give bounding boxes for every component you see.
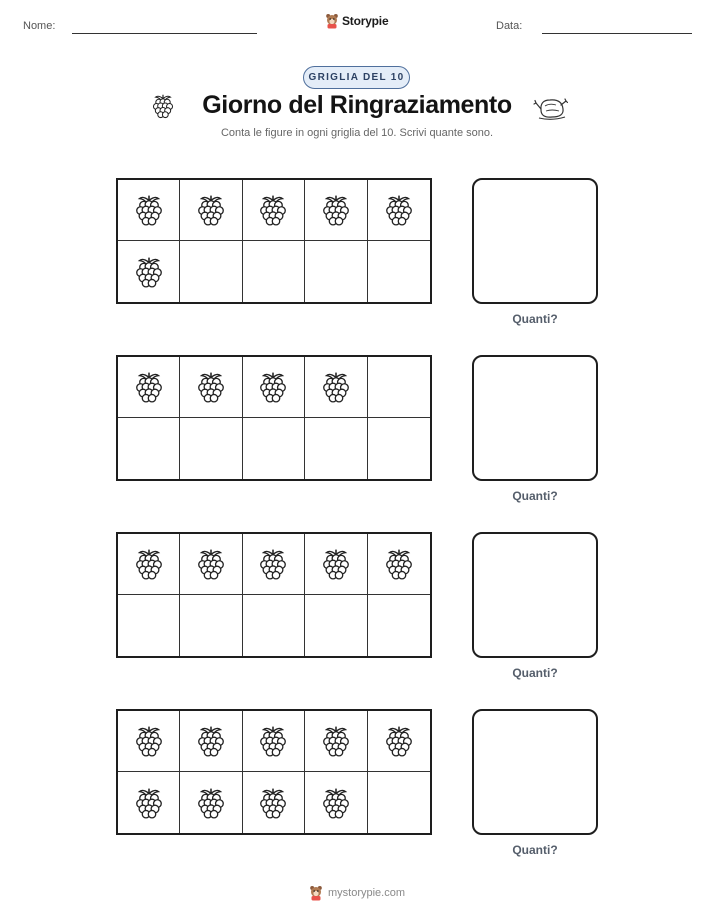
instructions: Conta le figure in ogni griglia del 10. Scrivi quante sono. xyxy=(220,127,494,139)
frame-cell xyxy=(118,711,180,772)
frame-cell xyxy=(368,241,430,302)
frame-cell xyxy=(180,418,242,479)
frame-cell xyxy=(118,534,180,595)
footer xyxy=(0,885,714,901)
frame-cell xyxy=(118,241,180,302)
raspberry-icon xyxy=(381,192,417,228)
raspberry-icon xyxy=(318,369,354,405)
brand-name: Storypie xyxy=(342,14,389,28)
raspberry-icon xyxy=(193,369,229,405)
raspberry-icon xyxy=(131,369,167,405)
name-label: Nome: xyxy=(23,20,56,32)
raspberry-icon xyxy=(381,546,417,582)
raspberry-icon xyxy=(255,369,291,405)
worksheet-type-badge: GRIGLIA DEL 10 xyxy=(303,66,410,89)
frame-cell xyxy=(180,595,242,656)
frame-cell xyxy=(305,357,367,418)
frame-cell xyxy=(305,534,367,595)
frame-cell xyxy=(305,772,367,833)
frame-cell xyxy=(180,357,242,418)
ten-frame-1 xyxy=(116,178,432,304)
frame-cell xyxy=(243,180,305,241)
frame-cell xyxy=(368,595,430,656)
frame-cell xyxy=(243,534,305,595)
answer-label-2: Quanti? xyxy=(512,489,558,503)
raspberry-icon xyxy=(255,785,291,821)
frame-cell xyxy=(118,357,180,418)
frame-cell xyxy=(118,180,180,241)
raspberry-icon xyxy=(131,192,167,228)
frame-cell xyxy=(305,595,367,656)
frame-cell xyxy=(368,180,430,241)
frame-cell xyxy=(305,418,367,479)
raspberry-icon xyxy=(193,723,229,759)
frame-cell xyxy=(305,180,367,241)
raspberry-icon xyxy=(318,192,354,228)
frame-cell xyxy=(243,357,305,418)
frame-cell xyxy=(243,711,305,772)
frame-cell xyxy=(243,241,305,302)
name-line[interactable] xyxy=(72,33,257,34)
page-title: Giorno del Ringraziamento xyxy=(202,91,512,119)
frame-cell xyxy=(243,418,305,479)
frame-cell xyxy=(305,241,367,302)
frame-cell xyxy=(180,772,242,833)
frame-cell xyxy=(118,595,180,656)
raspberry-icon xyxy=(318,546,354,582)
raspberry-icon xyxy=(131,723,167,759)
frame-cell xyxy=(180,711,242,772)
frame-cell xyxy=(368,711,430,772)
frame-cell xyxy=(118,418,180,479)
raspberry-icon xyxy=(131,785,167,821)
frame-cell xyxy=(243,772,305,833)
ten-frame-3 xyxy=(116,532,432,658)
ten-frame-2 xyxy=(116,355,432,481)
answer-box-3[interactable] xyxy=(472,532,598,658)
ten-frame-4 xyxy=(116,709,432,835)
frame-cell xyxy=(180,180,242,241)
answer-box-4[interactable] xyxy=(472,709,598,835)
raspberry-icon xyxy=(255,192,291,228)
frame-cell xyxy=(368,357,430,418)
raspberry-icon xyxy=(255,723,291,759)
answer-box-2[interactable] xyxy=(472,355,598,481)
answer-label-1: Quanti? xyxy=(512,312,558,326)
raspberry-icon xyxy=(193,546,229,582)
raspberry-icon xyxy=(318,785,354,821)
frame-cell xyxy=(368,418,430,479)
date-label: Data: xyxy=(496,20,523,32)
answer-box-1[interactable] xyxy=(472,178,598,304)
frame-cell xyxy=(368,772,430,833)
raspberry-icon xyxy=(318,723,354,759)
answer-label-4: Quanti? xyxy=(512,843,558,857)
raspberry-icon xyxy=(193,192,229,228)
frame-cell xyxy=(243,595,305,656)
answer-label-3: Quanti? xyxy=(512,666,558,680)
frame-cell xyxy=(118,772,180,833)
title-row xyxy=(0,88,714,128)
raspberry-icon xyxy=(131,254,167,290)
raspberry-icon xyxy=(381,723,417,759)
raspberry-icon xyxy=(255,546,291,582)
frame-cell xyxy=(180,241,242,302)
turkey-icon xyxy=(532,94,568,122)
mascot-icon xyxy=(309,885,323,901)
footer-url: mystorypie.com xyxy=(327,887,406,899)
frame-cell xyxy=(305,711,367,772)
raspberry-icon xyxy=(131,546,167,582)
brand-logo xyxy=(325,13,388,29)
frame-cell xyxy=(180,534,242,595)
raspberry-icon xyxy=(193,785,229,821)
date-line[interactable] xyxy=(542,33,692,34)
mascot-icon xyxy=(325,13,339,29)
frame-cell xyxy=(368,534,430,595)
